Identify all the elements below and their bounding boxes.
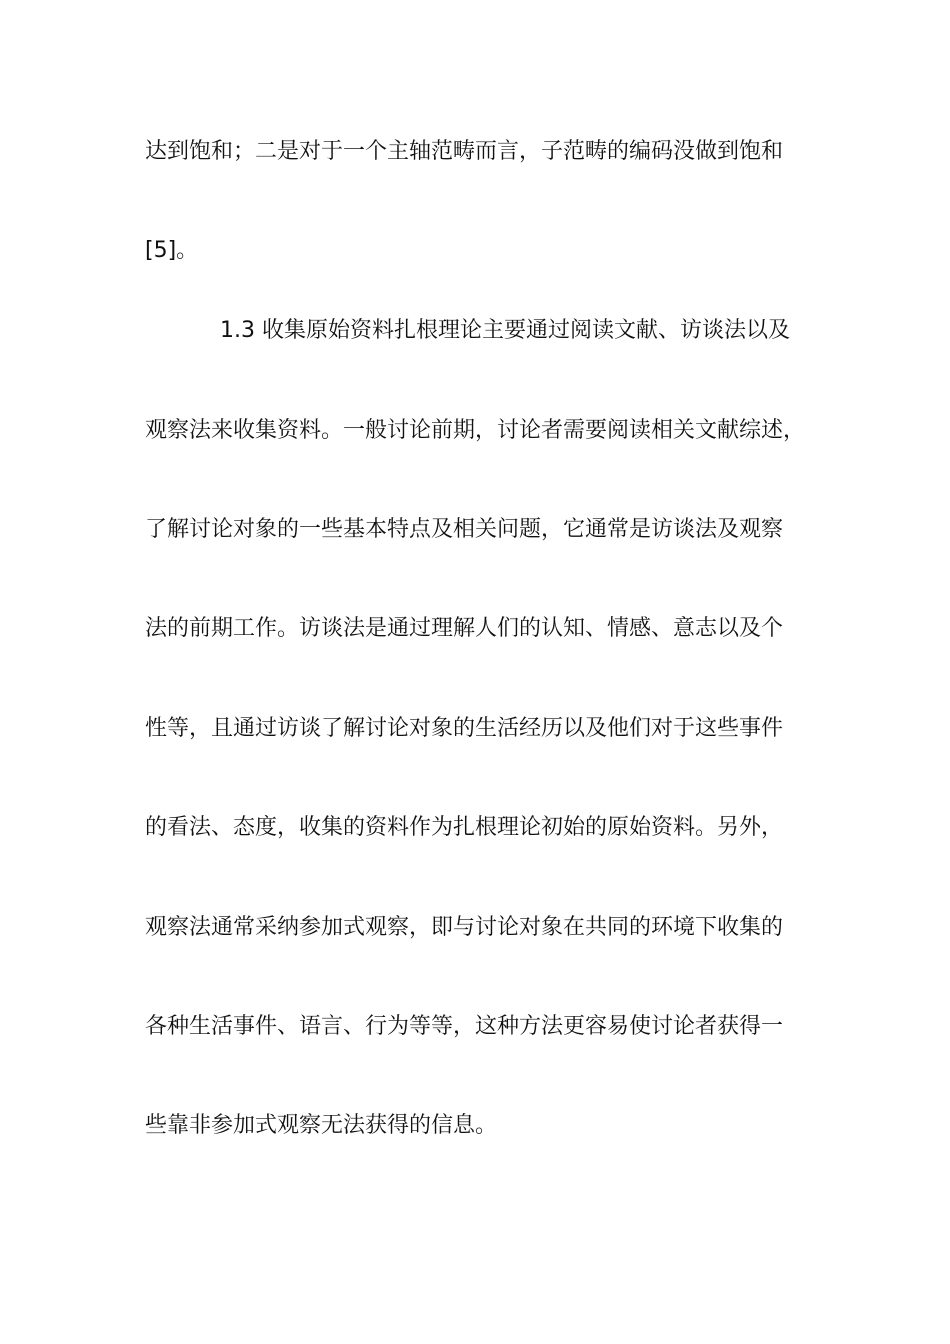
text-line: 各种生活事件、语言、行为等等，这种方法更容易使讨论者获得一 — [145, 1014, 784, 1039]
text-line: 的看法、态度，收集的资料作为扎根理论初始的原始资料。另外， — [145, 815, 784, 840]
text-line: 性等，且通过访谈了解讨论对象的生活经历以及他们对于这些事件 — [145, 716, 784, 741]
text-line: [5]。 — [145, 238, 199, 263]
text-line: 达到饱和；二是对于一个主轴范畴而言，子范畴的编码没做到饱和 — [145, 139, 784, 164]
text-line: 了解讨论对象的一些基本特点及相关问题，它通常是访谈法及观察 — [145, 517, 784, 542]
text-line: 观察法来收集资料。一般讨论前期，讨论者需要阅读相关文献综述， — [145, 418, 806, 443]
section-heading-line: 1.3 收集原始资料扎根理论主要通过阅读文献、访谈法以及 — [220, 318, 790, 343]
text-line: 些靠非参加式观察无法获得的信息。 — [145, 1113, 498, 1138]
text-line: 法的前期工作。访谈法是通过理解人们的认知、情感、意志以及个 — [145, 616, 784, 641]
text-line: 观察法通常采纳参加式观察，即与讨论对象在共同的环境下收集的 — [145, 915, 784, 940]
